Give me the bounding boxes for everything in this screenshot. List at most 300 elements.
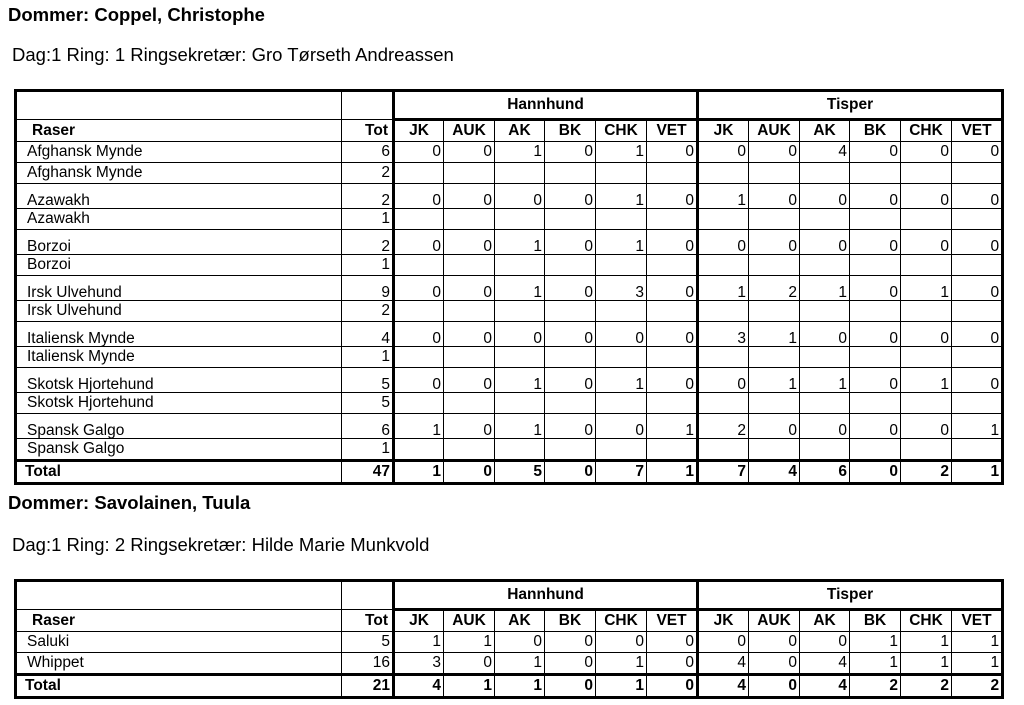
count-cell: [444, 439, 495, 461]
count-cell: [901, 209, 952, 230]
table-row: [16, 276, 1003, 301]
breed-cell: Saluki: [16, 632, 342, 653]
count-cell: 2: [698, 414, 749, 439]
count-cell: 1: [698, 276, 749, 301]
count-cell: 0: [394, 368, 444, 393]
total-cell: 1: [952, 461, 1003, 484]
count-cell: [545, 163, 596, 184]
count-cell: 0: [952, 142, 1003, 163]
count-cell: [444, 255, 495, 276]
count-cell: 0: [545, 322, 596, 347]
total-cell: 5: [495, 461, 545, 484]
count-cell: 0: [394, 322, 444, 347]
count-cell: 0: [647, 184, 698, 209]
count-cell: [394, 347, 444, 368]
count-cell: 1: [495, 142, 545, 163]
count-cell: 0: [444, 414, 495, 439]
count-cell: 1: [850, 632, 901, 653]
count-cell: [800, 255, 850, 276]
breed-cell: Skotsk Hjortehund: [16, 393, 342, 414]
count-cell: 4: [342, 322, 394, 347]
breed-cell: Skotsk Hjortehund: [16, 368, 342, 393]
count-cell: [749, 347, 800, 368]
count-cell: 2: [342, 301, 394, 322]
count-cell: 0: [647, 322, 698, 347]
count-cell: [800, 209, 850, 230]
column-header: AK: [495, 120, 545, 142]
count-cell: 1: [596, 653, 647, 675]
count-cell: 0: [596, 632, 647, 653]
count-cell: 0: [394, 142, 444, 163]
count-cell: 1: [596, 142, 647, 163]
count-cell: 0: [698, 632, 749, 653]
count-cell: 1: [495, 414, 545, 439]
table-row: [16, 393, 1003, 414]
count-cell: [800, 163, 850, 184]
column-header: AK: [800, 610, 850, 632]
count-cell: [394, 163, 444, 184]
count-cell: 0: [952, 184, 1003, 209]
count-cell: 0: [698, 368, 749, 393]
count-cell: 1: [342, 209, 394, 230]
count-cell: 0: [444, 276, 495, 301]
column-header: CHK: [901, 610, 952, 632]
count-cell: 2: [342, 184, 394, 209]
total-cell: 47: [342, 461, 394, 484]
total-cell: 4: [698, 675, 749, 698]
results-table-1: [14, 89, 1004, 485]
ring-info-2: Dag:1 Ring: 2 Ringsekretær: Hilde Marie Munkvold: [12, 534, 430, 555]
count-cell: 0: [901, 142, 952, 163]
count-cell: [596, 301, 647, 322]
blank-cell: [342, 91, 394, 120]
count-cell: [850, 393, 901, 414]
count-cell: 0: [647, 653, 698, 675]
count-cell: [444, 163, 495, 184]
column-header: BK: [850, 610, 901, 632]
count-cell: 0: [749, 632, 800, 653]
count-cell: 0: [394, 276, 444, 301]
group-female-header: Tisper: [698, 91, 1003, 120]
group-male-header: Hannhund: [394, 581, 698, 610]
column-header: AK: [495, 610, 545, 632]
count-cell: [698, 209, 749, 230]
column-header: VET: [647, 610, 698, 632]
count-cell: [545, 347, 596, 368]
count-cell: 0: [901, 230, 952, 255]
count-cell: [901, 439, 952, 461]
count-cell: 1: [901, 276, 952, 301]
count-cell: 0: [850, 414, 901, 439]
count-cell: [596, 439, 647, 461]
count-cell: [850, 255, 901, 276]
count-cell: 0: [596, 322, 647, 347]
count-cell: 0: [850, 368, 901, 393]
count-cell: 0: [901, 414, 952, 439]
column-header: AUK: [749, 610, 800, 632]
count-cell: 4: [698, 653, 749, 675]
total-label: Total: [16, 675, 342, 698]
column-header: VET: [647, 120, 698, 142]
count-cell: [901, 301, 952, 322]
total-cell: 4: [394, 675, 444, 698]
count-cell: 0: [901, 322, 952, 347]
total-row: [16, 461, 1003, 484]
count-cell: 0: [545, 142, 596, 163]
count-cell: [495, 163, 545, 184]
count-cell: [495, 301, 545, 322]
count-cell: 0: [800, 184, 850, 209]
count-cell: 1: [596, 368, 647, 393]
count-cell: 1: [901, 632, 952, 653]
count-cell: 0: [444, 368, 495, 393]
count-cell: 0: [698, 142, 749, 163]
count-cell: 1: [394, 414, 444, 439]
table-row: [16, 653, 1003, 675]
column-header: BK: [545, 120, 596, 142]
count-cell: [495, 347, 545, 368]
count-cell: 0: [444, 142, 495, 163]
count-cell: [749, 439, 800, 461]
count-cell: 1: [800, 368, 850, 393]
breed-cell: Borzoi: [16, 230, 342, 255]
count-cell: 0: [952, 276, 1003, 301]
count-cell: [850, 301, 901, 322]
count-cell: 0: [800, 230, 850, 255]
count-cell: 1: [698, 184, 749, 209]
count-cell: 3: [596, 276, 647, 301]
count-cell: 0: [545, 414, 596, 439]
count-cell: 1: [596, 230, 647, 255]
count-cell: [749, 301, 800, 322]
count-cell: 0: [800, 632, 850, 653]
column-header: Raser: [16, 610, 342, 632]
count-cell: 1: [749, 368, 800, 393]
count-cell: 0: [698, 230, 749, 255]
count-cell: 3: [698, 322, 749, 347]
table-row: [16, 163, 1003, 184]
column-header: AUK: [444, 610, 495, 632]
count-cell: [698, 393, 749, 414]
column-header: BK: [545, 610, 596, 632]
count-cell: [596, 347, 647, 368]
total-cell: 7: [698, 461, 749, 484]
count-cell: [545, 255, 596, 276]
column-header: BK: [850, 120, 901, 142]
count-cell: [901, 393, 952, 414]
count-cell: 6: [342, 414, 394, 439]
count-cell: 1: [342, 255, 394, 276]
count-cell: 1: [596, 184, 647, 209]
count-cell: [698, 301, 749, 322]
table-row: [16, 368, 1003, 393]
column-header: Tot: [342, 120, 394, 142]
group-header-row: [16, 581, 1003, 610]
count-cell: 0: [444, 653, 495, 675]
count-cell: 0: [495, 632, 545, 653]
table-row: [16, 142, 1003, 163]
count-cell: 0: [545, 632, 596, 653]
table-row: [16, 347, 1003, 368]
count-cell: 1: [444, 632, 495, 653]
total-cell: 1: [444, 675, 495, 698]
count-cell: 0: [545, 230, 596, 255]
table-row: [16, 301, 1003, 322]
column-header: Tot: [342, 610, 394, 632]
breed-cell: Spansk Galgo: [16, 439, 342, 461]
count-cell: 0: [952, 322, 1003, 347]
count-cell: 0: [545, 653, 596, 675]
count-cell: 1: [952, 653, 1003, 675]
count-cell: 0: [394, 230, 444, 255]
total-cell: 4: [749, 461, 800, 484]
count-cell: [647, 393, 698, 414]
count-cell: 0: [444, 230, 495, 255]
count-cell: [596, 393, 647, 414]
count-cell: 0: [850, 322, 901, 347]
count-cell: 0: [444, 322, 495, 347]
total-cell: 1: [495, 675, 545, 698]
count-cell: [394, 393, 444, 414]
count-cell: 0: [850, 184, 901, 209]
results-table-2: [14, 579, 1004, 699]
count-cell: 2: [342, 163, 394, 184]
count-cell: 0: [800, 414, 850, 439]
count-cell: 1: [647, 414, 698, 439]
count-cell: [952, 163, 1003, 184]
count-cell: 1: [952, 632, 1003, 653]
count-cell: [952, 393, 1003, 414]
count-cell: [698, 163, 749, 184]
count-cell: [545, 439, 596, 461]
column-header: JK: [394, 610, 444, 632]
count-cell: [800, 439, 850, 461]
count-cell: 9: [342, 276, 394, 301]
count-cell: [698, 439, 749, 461]
count-cell: 0: [749, 653, 800, 675]
count-cell: [850, 439, 901, 461]
breed-cell: Italiensk Mynde: [16, 347, 342, 368]
count-cell: 1: [495, 276, 545, 301]
blank-cell: [342, 581, 394, 610]
judge-heading-2: Dommer: Savolainen, Tuula: [8, 492, 251, 513]
count-cell: 0: [749, 142, 800, 163]
count-cell: 0: [394, 184, 444, 209]
blank-cell: [16, 581, 342, 610]
table-row: [16, 414, 1003, 439]
table-row: [16, 209, 1003, 230]
count-cell: [901, 347, 952, 368]
total-cell: 0: [545, 675, 596, 698]
count-cell: 0: [444, 184, 495, 209]
column-header-row: [16, 610, 1003, 632]
count-cell: 5: [342, 368, 394, 393]
total-cell: 7: [596, 461, 647, 484]
total-cell: 2: [901, 675, 952, 698]
breed-cell: Spansk Galgo: [16, 414, 342, 439]
judge-heading-1: Dommer: Coppel, Christophe: [8, 4, 265, 25]
count-cell: 0: [749, 230, 800, 255]
count-cell: 0: [545, 368, 596, 393]
count-cell: [901, 163, 952, 184]
count-cell: 0: [647, 142, 698, 163]
count-cell: [444, 301, 495, 322]
breed-cell: Whippet: [16, 653, 342, 675]
count-cell: [952, 301, 1003, 322]
breed-cell: Afghansk Mynde: [16, 142, 342, 163]
total-cell: 1: [394, 461, 444, 484]
table-row: [16, 184, 1003, 209]
total-cell: 6: [800, 461, 850, 484]
column-header: AUK: [749, 120, 800, 142]
breed-cell: Borzoi: [16, 255, 342, 276]
count-cell: [647, 163, 698, 184]
column-header: Raser: [16, 120, 342, 142]
count-cell: 0: [749, 414, 800, 439]
group-female-header: Tisper: [698, 581, 1003, 610]
count-cell: [749, 209, 800, 230]
count-cell: [749, 163, 800, 184]
count-cell: 0: [952, 230, 1003, 255]
count-cell: [800, 301, 850, 322]
group-male-header: Hannhund: [394, 91, 698, 120]
total-cell: 0: [850, 461, 901, 484]
count-cell: 0: [850, 230, 901, 255]
count-cell: [850, 209, 901, 230]
total-cell: 1: [596, 675, 647, 698]
count-cell: 0: [495, 184, 545, 209]
breed-cell: Italiensk Mynde: [16, 322, 342, 347]
count-cell: [698, 255, 749, 276]
count-cell: 0: [647, 368, 698, 393]
count-cell: 1: [800, 276, 850, 301]
count-cell: [647, 301, 698, 322]
count-cell: [952, 439, 1003, 461]
column-header: AUK: [444, 120, 495, 142]
count-cell: 1: [342, 439, 394, 461]
count-cell: [596, 163, 647, 184]
total-cell: 0: [444, 461, 495, 484]
count-cell: [495, 255, 545, 276]
count-cell: [647, 255, 698, 276]
count-cell: [647, 347, 698, 368]
count-cell: 6: [342, 142, 394, 163]
table-row: [16, 230, 1003, 255]
column-header: CHK: [596, 610, 647, 632]
count-cell: 0: [647, 230, 698, 255]
count-cell: 1: [495, 368, 545, 393]
count-cell: [545, 301, 596, 322]
count-cell: 1: [901, 653, 952, 675]
count-cell: [495, 209, 545, 230]
count-cell: 0: [545, 184, 596, 209]
total-row: [16, 675, 1003, 698]
count-cell: 0: [800, 322, 850, 347]
table-row: [16, 439, 1003, 461]
total-cell: 4: [800, 675, 850, 698]
count-cell: 0: [495, 322, 545, 347]
count-cell: [596, 255, 647, 276]
count-cell: 16: [342, 653, 394, 675]
blank-cell: [16, 91, 342, 120]
count-cell: [545, 393, 596, 414]
count-cell: 1: [495, 230, 545, 255]
ring-info-1: Dag:1 Ring: 1 Ringsekretær: Gro Tørseth Andreassen: [12, 44, 454, 65]
column-header-row: [16, 120, 1003, 142]
column-header: JK: [394, 120, 444, 142]
count-cell: 1: [901, 368, 952, 393]
total-cell: 2: [952, 675, 1003, 698]
count-cell: 0: [749, 184, 800, 209]
group-header-row: [16, 91, 1003, 120]
column-header: VET: [952, 120, 1003, 142]
total-cell: 2: [850, 675, 901, 698]
total-cell: 1: [647, 461, 698, 484]
column-header: JK: [698, 610, 749, 632]
count-cell: [850, 347, 901, 368]
count-cell: 1: [394, 632, 444, 653]
total-cell: 0: [545, 461, 596, 484]
breed-cell: Irsk Ulvehund: [16, 301, 342, 322]
count-cell: 5: [342, 632, 394, 653]
total-label: Total: [16, 461, 342, 484]
count-cell: 4: [800, 653, 850, 675]
count-cell: [749, 255, 800, 276]
column-header: JK: [698, 120, 749, 142]
count-cell: 4: [800, 142, 850, 163]
count-cell: [850, 163, 901, 184]
table-row: [16, 632, 1003, 653]
count-cell: 0: [952, 368, 1003, 393]
count-cell: 0: [901, 184, 952, 209]
count-cell: [647, 439, 698, 461]
breed-cell: Azawakh: [16, 184, 342, 209]
count-cell: [596, 209, 647, 230]
total-cell: 0: [647, 675, 698, 698]
count-cell: 0: [647, 632, 698, 653]
count-cell: [800, 347, 850, 368]
count-cell: [952, 209, 1003, 230]
column-header: CHK: [901, 120, 952, 142]
breed-cell: Azawakh: [16, 209, 342, 230]
table-row: [16, 322, 1003, 347]
count-cell: 0: [850, 276, 901, 301]
total-cell: 2: [901, 461, 952, 484]
column-header: AK: [800, 120, 850, 142]
count-cell: [800, 393, 850, 414]
count-cell: [545, 209, 596, 230]
count-cell: 0: [545, 276, 596, 301]
count-cell: [394, 439, 444, 461]
count-cell: 5: [342, 393, 394, 414]
count-cell: 0: [647, 276, 698, 301]
count-cell: [394, 255, 444, 276]
count-cell: [394, 301, 444, 322]
count-cell: [444, 347, 495, 368]
count-cell: [444, 209, 495, 230]
count-cell: [952, 255, 1003, 276]
count-cell: 0: [596, 414, 647, 439]
column-header: CHK: [596, 120, 647, 142]
count-cell: [444, 393, 495, 414]
count-cell: 2: [749, 276, 800, 301]
count-cell: [952, 347, 1003, 368]
count-cell: [901, 255, 952, 276]
column-header: VET: [952, 610, 1003, 632]
count-cell: [394, 209, 444, 230]
breed-cell: Irsk Ulvehund: [16, 276, 342, 301]
count-cell: 0: [850, 142, 901, 163]
